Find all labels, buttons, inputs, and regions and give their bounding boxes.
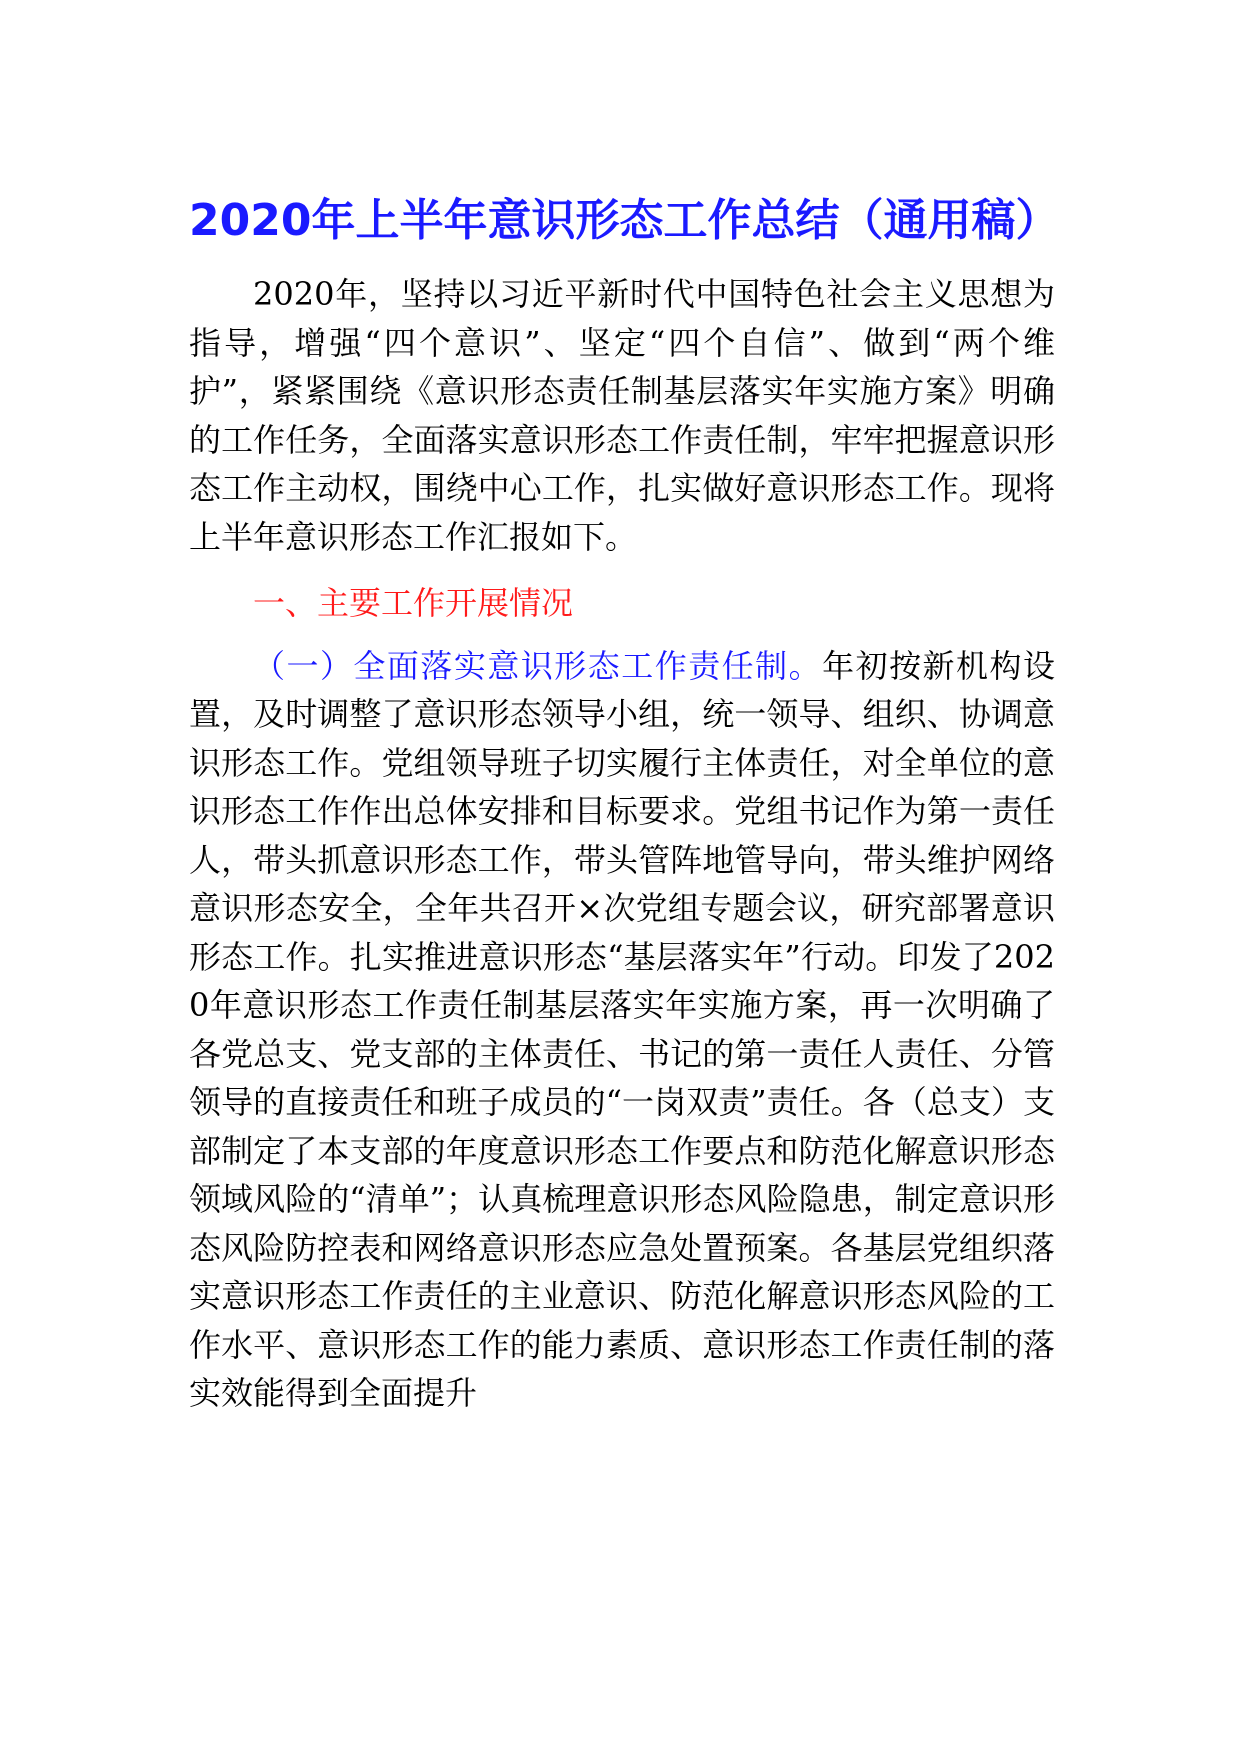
document-title: 2020年上半年意识形态工作总结（通用稿）: [189, 195, 1060, 246]
subsection-heading-responsibility: （一）全面落实意识形态工作责任制。: [253, 646, 823, 685]
subsection-body-responsibility: 年初按新机构设置，及时调整了意识形态领导小组，统一领导、组织、协调意识形态工作。党组领导班子切实履行主体责任，对全单位的意识形态工作作出总体安排和目标要求。党组书记作为第一责任人，带头抓意识形态工作，带头管阵地管导向，带头维护网络意识形态安全，全年共召开×次党组专题会议，研究部署意识形态工作。扎实推进意识形态“基层落实年”行动。印发了2020年意识形态工作责任制基层落实年实施方案，再一次明确了各党总支、党支部的主体责任、书记的第一责任人责任、分管领导的直接责任和班子成员的“一岗双责”责任。各（总支）支部制定了本支部的年度意识形态工作要点和防范化解意识形态领域风险的“清单”；认真梳理意识形态风险隐患，制定意识形态风险防控表和网络意识形态应急处置预案。各基层党组织落实意识形态工作责任的主业意识、防范化解意识形态风险的工作水平、意识形态工作的能力素质、意识形态工作责任制的落实效能得到全面提升: [189, 646, 1055, 1412]
section-heading-main-work: 一、主要工作开展情况: [253, 584, 574, 622]
document-content: [189, 192, 1060, 1418]
subsection-paragraph-responsibility: [189, 642, 1055, 1418]
intro-paragraph: 2020年，坚持以习近平新时代中国特色社会主义思想为指导，增强“四个意识”、坚定“四个自信”、做到“两个维护”，紧紧围绕《意识形态责任制基层落实年实施方案》明确的工作任务，全面落实意识形态工作责任制，牢牢把握意识形态工作主动权，围绕中心工作，扎实做好意识形态工作。现将上半年意识形态工作汇报如下。: [189, 275, 1055, 556]
